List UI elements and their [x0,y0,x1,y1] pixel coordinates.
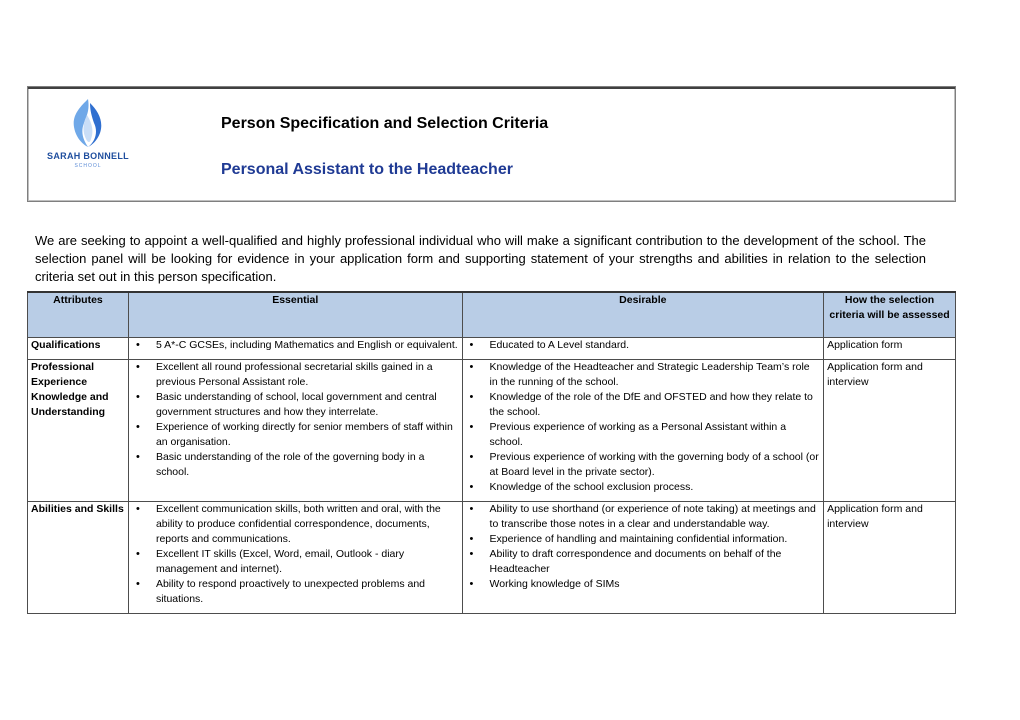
intro-paragraph: We are seeking to appoint a well-qualified and highly professional individual who will make a significant contribution to the development of the school. The selection panel will be looking for evidence in your application form and supporting statement of your strengths and abilities in relation to the selection criteria set out in this person specification. [35,233,926,284]
school-logo [40,97,136,177]
table-header-row [28,292,956,338]
table-row [28,360,956,502]
attribute-cell: Qualifications [28,338,129,360]
essential-cell [128,360,462,502]
table-row [28,338,956,360]
desirable-item: • Educated to A Level standard. [490,338,821,353]
document-title: Person Specification and Selection Criteria [221,115,549,132]
essential-item: • Excellent IT skills (Excel, Word, email, Outlook - diary management and internet). [156,547,459,577]
desirable-item: • Ability to draft correspondence and documents on behalf of the Headteacher [490,547,821,577]
essential-list [132,338,459,353]
desirable-item: • Knowledge of the role of the DfE and OFSTED and how they relate to the school. [490,390,821,420]
desirable-item: • Working knowledge of SIMs [490,577,821,592]
desirable-item: • Ability to use shorthand (or experience of note taking) at meetings and to transcribe those notes in a clear and understandable way. [490,502,821,532]
essential-item: • Excellent all round professional secretarial skills gained in a previous Personal Assistant role. [156,360,459,390]
essential-item: • Basic understanding of school, local government and central government structures and how they interrelate. [156,390,459,420]
header-desirable: Desirable [462,292,824,338]
essential-list [132,502,459,607]
criteria-table [27,291,956,614]
header-essential: Essential [128,292,462,338]
essential-cell [128,502,462,614]
assessment-cell: Application form and interview [824,502,956,614]
logo-subtitle: SCHOOL [74,163,102,169]
desirable-item: • Knowledge of the Headteacher and Strategic Leadership Team’s role in the running of the school. [490,360,821,390]
desirable-cell [462,502,824,614]
desirable-list [466,502,821,592]
desirable-list [466,338,821,353]
essential-item: • Experience of working directly for senior members of staff within an organisation. [156,420,459,450]
criteria-table-body [28,338,956,614]
assessment-cell: Application form [824,338,956,360]
essential-cell [128,338,462,360]
document-header [27,86,956,202]
attribute-cell: Professional Experience Knowledge and Understanding [28,360,129,502]
essential-item: • Excellent communication skills, both written and oral, with the ability to produce confidential correspondence, documents, reports and communications. [156,502,459,547]
document-subtitle: Personal Assistant to the Headteacher [221,161,513,178]
header-assessed: How the selection criteria will be assessed [824,292,956,338]
desirable-item: • Knowledge of the school exclusion process. [490,480,821,495]
desirable-cell [462,360,824,502]
logo-name: SARAH BONNELL [47,151,129,161]
header-attributes: Attributes [28,292,129,338]
table-row [28,502,956,614]
essential-item: • Ability to respond proactively to unexpected problems and situations. [156,577,459,607]
essential-item: • Basic understanding of the role of the governing body in a school. [156,450,459,480]
header-top-rule [28,87,955,89]
desirable-item: • Previous experience of working with the governing body of a school (or at Board level in the private sector). [490,450,821,480]
desirable-list [466,360,821,495]
desirable-cell [462,338,824,360]
attribute-cell: Abilities and Skills [28,502,129,614]
desirable-item: • Experience of handling and maintaining confidential information. [490,532,821,547]
flame-icon [66,97,110,149]
essential-item: • 5 A*-C GCSEs, including Mathematics and English or equivalent. [156,338,459,353]
desirable-item: • Previous experience of working as a Personal Assistant within a school. [490,420,821,450]
assessment-cell: Application form and interview [824,360,956,502]
essential-list [132,360,459,480]
